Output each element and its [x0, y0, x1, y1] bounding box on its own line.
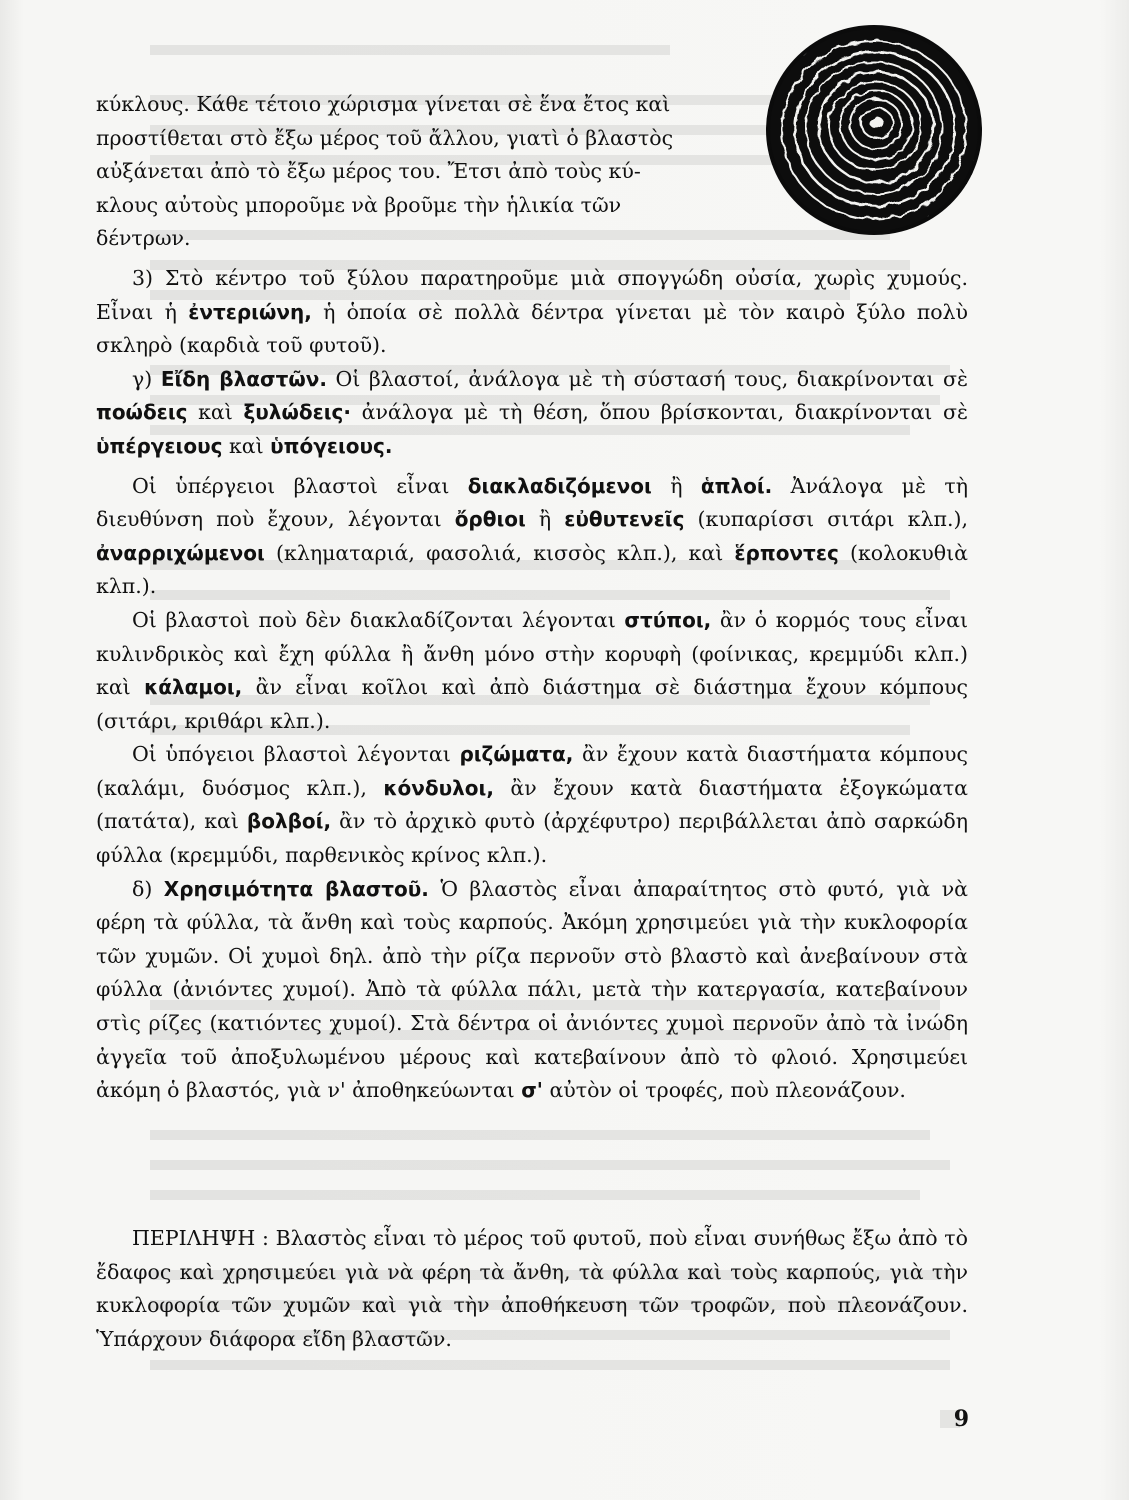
text-run: ἂν ὁ κορμός τους εἶναι κυλινδρικὸς καὶ ἔχη φύλλα ἢ ἄνθη μόνο στὴν κορυφὴ (φοίνικας, κρεμμύδι κλπ.) καὶ — [96, 607, 968, 700]
summary-paragraph — [96, 1222, 968, 1356]
term-aploi: ἁπλοί. — [700, 473, 773, 498]
paragraph-pith — [96, 262, 968, 363]
term-poodeis: ποώδεις — [96, 400, 188, 425]
paragraph-line: δέντρων. — [96, 226, 191, 251]
text-run: ἂν ἔχουν κατὰ διαστήματα κόμπους (καλάμι, δυόσμος κλπ.), — [96, 742, 968, 800]
paragraph-stem-usefulness — [96, 873, 968, 1108]
text-run: δ) — [132, 876, 164, 901]
paragraph-line: κύκλους. Κάθε τέτοιο χώρισμα γίνεται σὲ ἕνα ἔτος καὶ — [96, 92, 671, 116]
text-run: Ὁ βλαστὸς εἶναι ἀπαραίτητος στὸ φυτό, γιὰ νὰ φέρη τὰ φύλλα, τὰ ἄνθη καὶ τοὺς καρπούς. Ἀκόμη χρησιμεύει γιὰ τὴν κυκλοφορία τῶν χυμῶν. Οἱ χυμοὶ δηλ. ἀπὸ τὴν ρίζα περνοῦν στὸ βλαστὸ καὶ ἀνεβαίνουν στὰ φύλλα (ἀνιόντες χυμοί). Ἀπὸ τὰ φύλλα πάλι, μετὰ τὴν κατεργασία, κατεβαίνουν στὶς ρίζες (κατιόντες χυμοί). Στὰ δέντρα οἱ ἀνιόντες χυμοὶ περνοῦν ἀπὸ τὰ ἰνώδη ἀγγεῖα τοῦ ἀποξυλωμένου μέρους καὶ κατεβαίνουν ἀπὸ τὸ φλοιό. Χρησιμεύει ἀκόμη ὁ βλαστός, γιὰ ν' ἀποθηκεύωνται — [96, 876, 969, 1103]
term-rizomata: ριζώματα, — [459, 742, 574, 767]
text-run: ἂν εἶναι κοῖλοι καὶ ἀπὸ διάστημα σὲ διάστημα ἔχουν κόμπους (σιτάρι, κριθάρι κλπ.). — [96, 675, 968, 733]
text-run: Οἱ ὑπέργειοι βλαστοὶ εἶναι — [132, 473, 468, 498]
text-run: αὐτὸν οἱ τροφές, ποὺ πλεονάζουν. — [542, 1078, 906, 1103]
paragraph-aerial-stems — [96, 470, 968, 604]
term-kondyloi: κόνδυλοι, — [383, 775, 494, 800]
term-eythyteneis: εὐθυτενεῖς — [564, 507, 685, 532]
term-kalamoi: κάλαμοι, — [144, 675, 243, 700]
paragraph-unbranched-stems — [96, 604, 968, 738]
text-run: ἂν τὸ ἀρχικὸ φυτὸ (ἀρχέφυτρο) περιβάλλεται ἀπὸ σαρκώδη φύλλα (κρεμμύδι, παρθενικὸς κρίνος κλπ.). — [96, 809, 968, 868]
text-run: (κολοκυθιὰ κλπ.). — [96, 540, 968, 599]
term-stypoi: στύποι, — [624, 607, 712, 632]
text-run: ἂν ἔχουν κατὰ διαστήματα ἐξογκώματα (πατάτα), καὶ — [96, 775, 968, 834]
text-run: ἀνάλογα μὲ τὴ θέση, ὅπου βρίσκονται, διακρίνονται σὲ — [350, 400, 968, 425]
term-xylodeis: ξυλώδεις· — [243, 400, 351, 425]
term-s: σ' — [521, 1078, 543, 1103]
term-volvoi: βολβοί, — [246, 809, 332, 834]
text-run: Οἱ ὑπόγειοι βλαστοὶ λέγονται — [132, 742, 460, 767]
paragraph-underground-stems — [96, 738, 968, 872]
summary-text: Βλαστὸς εἶναι τὸ μέρος τοῦ φυτοῦ, ποὺ εἶναι συνήθως ἔξω ἀπὸ τὸ ἔδαφος καὶ χρησιμεύει γιὰ νὰ φέρη τὰ ἄνθη, τὰ φύλλα καὶ τοὺς καρπούς, γιὰ τὴν κυκλοφορία τῶν χυμῶν καὶ γιὰ τὴν ἀποθήκευση τῶν τροφῶν, ποὺ πλεονάζουν. Ὑπάρχουν διάφορα εἴδη βλαστῶν. — [96, 1226, 968, 1351]
section-heading-stem-usefulness: Χρησιμότητα βλαστοῦ. — [163, 876, 429, 901]
summary-section — [96, 1222, 968, 1356]
page-number: 9 — [953, 1406, 969, 1432]
text-run: ἢ — [525, 507, 565, 532]
text-run: Οἱ βλαστοί, ἀνάλογα μὲ τὴ σύστασή τους, διακρίνονται σὲ — [326, 366, 968, 391]
term-erpontes: ἕρποντες — [734, 540, 839, 565]
text-run: ἢ — [651, 473, 701, 498]
main-text — [96, 88, 968, 1108]
text-run: γ) — [132, 366, 161, 391]
text-run: (κυπαρίσσι σιτάρι κλπ.), — [684, 507, 968, 532]
term-anarrichomenoi: ἀναρριχώμενοι — [96, 540, 265, 565]
paragraph-line: κλους αὐτοὺς μποροῦμε νὰ βροῦμε τὴν ἡλικία τῶν — [96, 192, 622, 217]
section-heading-stem-types: Εἴδη βλαστῶν. — [160, 366, 327, 391]
term-orthioi: ὄρθιοι — [454, 507, 526, 532]
paragraph-tree-rings — [96, 88, 768, 256]
text-run: 3) Στὸ κέντρο τοῦ ξύλου παρατηροῦμε μιὰ σπογγώδη οὐσία, χωρὶς χυμούς. Εἶναι ἡ — [96, 265, 968, 324]
term-diakladizomenoi: διακλαδιζόμενοι — [467, 473, 652, 498]
term-ypogeious: ὑπόγειους. — [270, 433, 393, 458]
text-run: Ἀνάλογα μὲ τὴ διευθύνση ποὺ ἔχουν, λέγονται — [96, 473, 968, 532]
text-run: Οἱ βλαστοὶ ποὺ δὲν διακλαδίζονται λέγονται — [132, 607, 625, 632]
text-run: (κληματαριά, φασολιά, κισσὸς κλπ.), καὶ — [264, 540, 735, 565]
paragraph-line: προστίθεται στὸ ἔξω μέρος τοῦ ἄλλου, γιατὶ ὁ βλαστὸς — [96, 125, 674, 150]
term-enterioni: ἐντεριώνη, — [188, 299, 312, 324]
text-run: ἡ ὁποία σὲ πολλὰ δέντρα γίνεται μὲ τὸν καιρὸ ξύλο πολὺ σκληρὸ (καρδιὰ τοῦ φυτοῦ). — [96, 299, 968, 358]
summary-label: ΠΕΡΙΛΗΨΗ : — [132, 1226, 269, 1250]
paragraph-stem-types — [96, 363, 968, 464]
term-ypergeious: ὑπέργειους — [96, 433, 223, 458]
text-run: καὶ — [187, 400, 244, 425]
paragraph-line: αὐξάνεται ἀπὸ τὸ ἔξω μέρος του. Ἔτσι ἀπὸ τοὺς κύ- — [96, 159, 641, 184]
text-run: καὶ — [222, 433, 271, 458]
